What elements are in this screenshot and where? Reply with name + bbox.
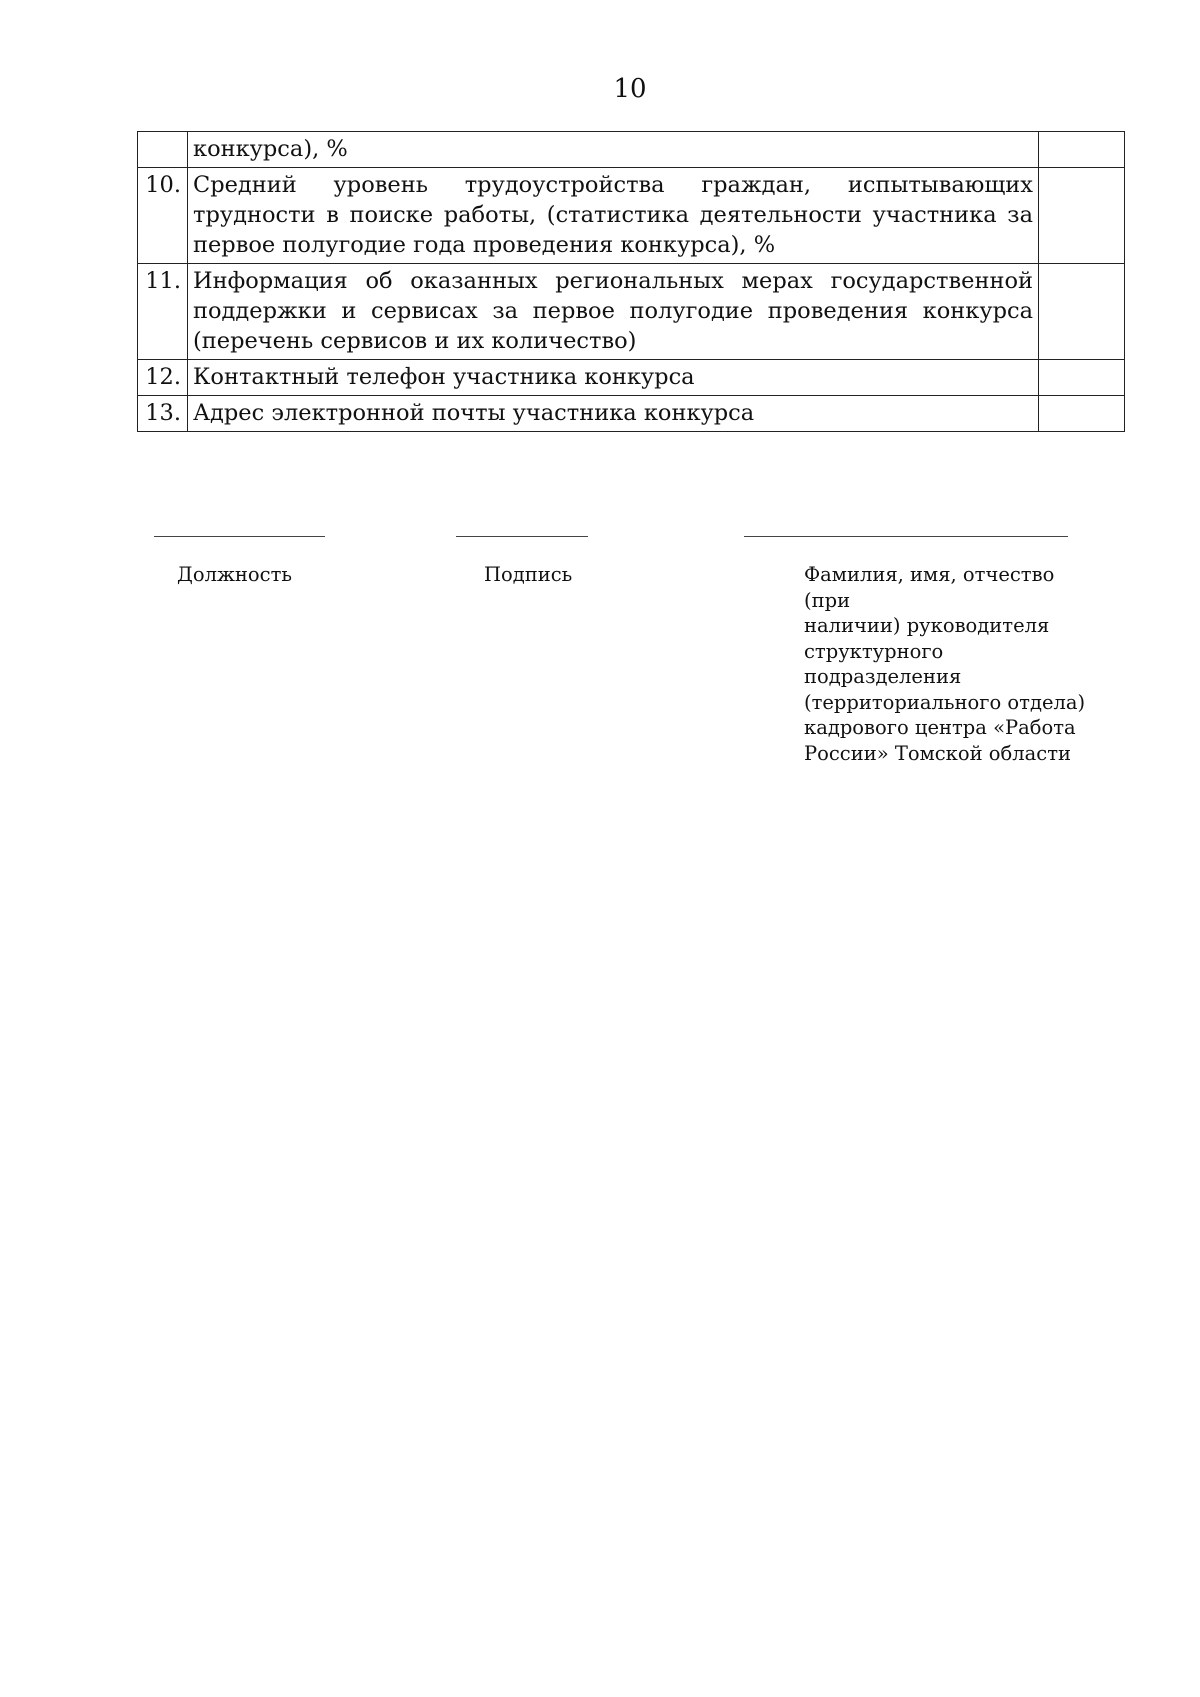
signature-line (456, 536, 588, 537)
row-text: Адрес электронной почты участника конкурса (188, 396, 1039, 432)
row-text: Контактный телефон участника конкурса (188, 360, 1039, 396)
table-row (138, 264, 1125, 360)
position-signature-line (154, 536, 325, 537)
row-value-cell (1039, 168, 1125, 264)
row-value-cell (1039, 396, 1125, 432)
row-value-cell (1039, 264, 1125, 360)
page-number: 10 (613, 74, 647, 104)
row-text: Информация об оказанных региональных мерах государственной поддержки и сервисах за первое полугодие проведения конкурса (перечень сервисов и их количество) (188, 264, 1039, 360)
name-signature-line (744, 536, 1068, 537)
name-label-line: структурного подразделения (804, 639, 962, 688)
row-text: конкурса), % (188, 132, 1039, 168)
row-number: 11. (138, 264, 188, 360)
table-row (138, 396, 1125, 432)
name-label-line: кадрового центра «Работа (804, 716, 1076, 739)
name-label-line: Фамилия, имя, отчество (при (804, 563, 1055, 612)
table-row (138, 168, 1125, 264)
row-value-cell (1039, 132, 1125, 168)
position-label: Должность (177, 563, 292, 586)
signature-label: Подпись (484, 563, 573, 586)
name-label-line: России» Томской области (804, 741, 1071, 765)
row-number: 13. (138, 396, 188, 432)
data-table (137, 131, 1125, 432)
name-label (804, 562, 1104, 766)
row-text: Средний уровень трудоустройства граждан, испытывающих трудности в поиске работы, (статистика деятельности участника за первое полугодие года проведения конкурса), % (188, 168, 1039, 264)
name-label-line: наличии) руководителя (804, 614, 1050, 637)
table-row (138, 132, 1125, 168)
row-number: 10. (138, 168, 188, 264)
row-number: 12. (138, 360, 188, 396)
row-number (138, 132, 188, 168)
name-label-line: (территориального отдела) (804, 690, 1086, 714)
table-row (138, 360, 1125, 396)
row-value-cell (1039, 360, 1125, 396)
